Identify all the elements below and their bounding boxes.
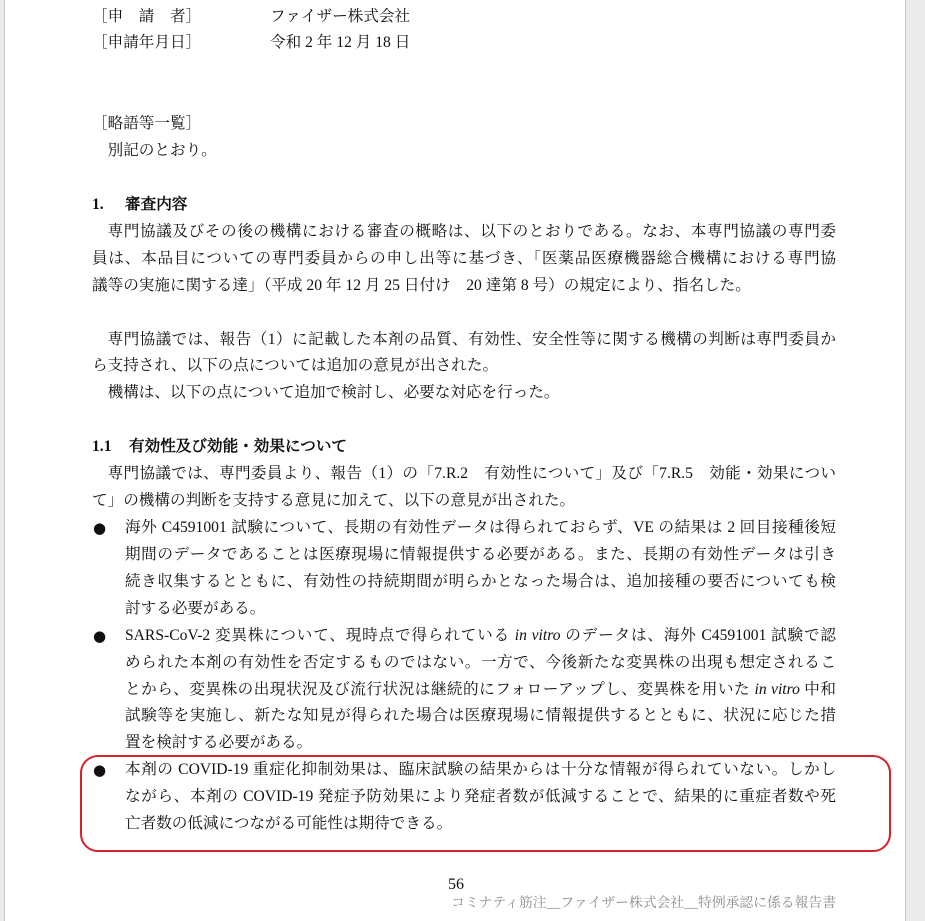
bullet-line: 期間のデータであることは医療現場に情報提供する必要がある。また、長期の有効性データは引き	[125, 545, 836, 563]
section-number: 1.1	[92, 438, 112, 456]
text-segment: とから、変異株の出現状況及び流行状況は継続的にフォローアップし、変異株を用いた	[125, 680, 755, 698]
bullet-line: 亡者数の低減につながる可能性は期待できる。	[125, 815, 453, 833]
bullet-text	[125, 515, 836, 623]
bullet-symbol: ●	[93, 519, 107, 538]
bullet-line: 置を検討する必要がある。	[125, 734, 313, 752]
application-date-value: 令和 2 年 12 月 18 日	[270, 34, 411, 52]
bullet-line: ながら、本剤の COVID-19 発症予防効果により発症者数が低減することで、結果的に重症者数や死	[125, 788, 836, 806]
abbreviations-label: ［略語等一覧］	[92, 115, 202, 133]
paragraph-line: 専門協議及びその後の機構における審査の概略は、以下のとおりである。なお、本専門協議の専門委	[107, 222, 836, 240]
applicant-row	[92, 4, 836, 31]
abbreviations-text: 別記のとおり。	[107, 142, 217, 160]
additional-review-paragraph	[92, 380, 836, 407]
bullet-text	[125, 757, 836, 838]
bullet-text	[125, 623, 836, 758]
application-date-label: ［申請年月日］	[92, 34, 202, 52]
text-segment: のデータは、海外 C4591001 試験で認	[560, 626, 836, 644]
paragraph-line: 専門協議では、専門委員より、報告（1）の「7.R.2 有効性について」及び「7.R.5 効能・効果につい	[107, 465, 836, 483]
text-segment: 中和	[799, 680, 836, 698]
italic-term: in vitro	[754, 680, 800, 698]
spacer	[92, 300, 836, 327]
bullet-line: 海外 C4591001 試験について、長期の有効性データは得られておらず、VE の結果は 2 回目接種後短	[125, 519, 836, 537]
section-title: 審査内容	[125, 195, 188, 213]
bullet-line: められた本剤の有効性を否定するものではない。一方で、今後新たな変異株の出現も想定されるこ	[125, 653, 836, 671]
document-body	[92, 4, 836, 839]
bullet-item-variants	[92, 623, 836, 758]
paragraph-line: ら支持され、以下の点については追加の意見が出された。	[92, 357, 499, 375]
section-title: 有効性及び効能・効果について	[129, 438, 348, 456]
bullet-symbol: ●	[93, 626, 107, 645]
efficacy-intro-paragraph	[92, 461, 836, 515]
bullet-line	[125, 623, 836, 650]
spacer	[92, 57, 836, 84]
document-footer: コミナティ筋注__ファイザー株式会社__特例承認に係る報告書	[451, 895, 836, 910]
text-segment: SARS-CoV-2 変異株について、現時点で得られている	[125, 626, 515, 644]
expert-opinion-paragraph	[92, 327, 836, 381]
application-date-row	[92, 30, 836, 57]
bullet-symbol: ●	[93, 761, 107, 780]
spacer	[92, 84, 836, 111]
page-number: 56	[448, 876, 464, 893]
bullet-line: 討する必要がある。	[125, 599, 266, 617]
bullet-line: 本剤の COVID-19 重症化抑制効果は、臨床試験の結果からは十分な情報が得られていない。しかし	[125, 761, 836, 779]
italic-term: in vitro	[514, 626, 561, 644]
paragraph-line: 議等の実施に関する達」（平成 20 年 12 月 25 日付け 20 達第 8 号）の規定により、指名した。	[92, 276, 751, 294]
paragraph-line: て」の機構の判断を支持する意見に加えて、以下の意見が出された。	[92, 492, 576, 510]
section-1-heading	[92, 192, 836, 219]
bullet-line	[125, 677, 836, 704]
review-overview-paragraph	[92, 219, 836, 300]
bullet-item-long-term-efficacy	[92, 515, 836, 623]
bullet-item-severe-disease	[92, 757, 836, 838]
bullet-line: 続き収集するとともに、有効性の持続期間が明らかとなった場合は、追加接種の要否についても検	[125, 572, 836, 590]
spacer	[92, 165, 836, 192]
applicant-label: ［申 請 者］	[92, 7, 202, 25]
applicant-value: ファイザー株式会社	[270, 7, 411, 25]
section-number: 1.	[92, 195, 104, 213]
paragraph-line: 機構は、以下の点について追加で検討し、必要な対応を行った。	[107, 384, 560, 402]
spacer	[92, 407, 836, 434]
paragraph-line: 員は、本品目についての専門委員からの申し出等に基づき、「医薬品医療機器総合機構における専門協	[92, 249, 836, 267]
bullet-line: 試験等を実施し、新たな知見が得られた場合は医療現場に情報提供するとともに、状況に応じた措	[125, 707, 836, 725]
section-1-1-heading	[92, 434, 836, 461]
paragraph-line: 専門協議では、報告（1）に記載した本剤の品質、有効性、安全性等に関する機構の判断は専門委員か	[107, 330, 836, 348]
